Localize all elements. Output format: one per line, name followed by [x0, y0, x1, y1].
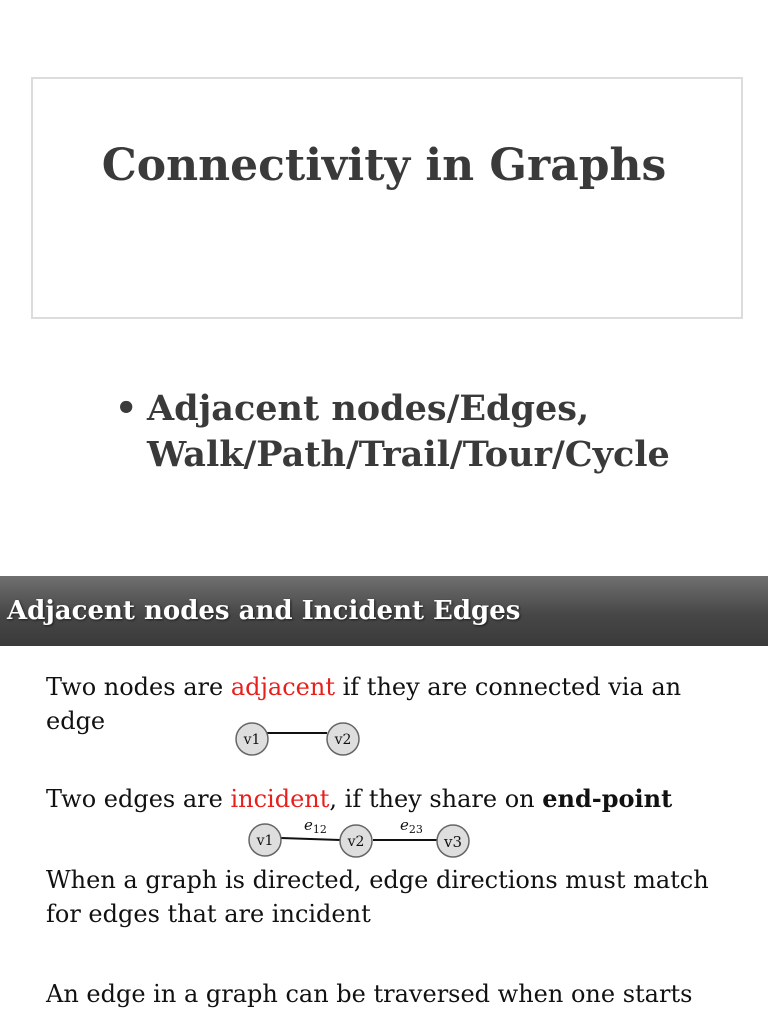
node-v2 [340, 825, 372, 857]
node-label-v2: v2 [347, 834, 365, 850]
slide-header-title: Adjacent nodes and Incident Edges [7, 596, 521, 626]
node-v1 [236, 723, 268, 755]
edge-e12 [281, 838, 340, 840]
term-end-point: end-point [542, 784, 673, 813]
node-v2 [327, 723, 359, 755]
term-incident: incident [230, 785, 330, 813]
node-v1 [249, 824, 281, 856]
p1-text-post: if they are connected via an edge [46, 673, 682, 735]
title-frame [31, 77, 743, 319]
incident-graph [249, 816, 469, 857]
node-label-v1: v1 [256, 833, 274, 849]
bullet-item [115, 386, 745, 478]
directed-note: When a graph is directed, edge directions must match for edges that are incident [46, 866, 709, 928]
slide-title: Connectivity in Graphs [101, 140, 667, 191]
node-label-v1: v1 [243, 732, 261, 748]
adjacent-graph [236, 723, 359, 755]
node-label-v3: v3 [443, 833, 463, 851]
p2-text-mid: , if they share on [329, 785, 543, 813]
p1-text-pre: Two nodes are [46, 673, 231, 701]
term-adjacent: adjacent [230, 673, 335, 701]
edge-label-e23: $e_{23}$ [400, 816, 423, 836]
incident-definition [46, 782, 736, 816]
content-slide [0, 576, 768, 1024]
traversal-text: An edge in a graph can be traversed when one starts [46, 980, 693, 1008]
edge-label-e12: $e_{12}$ [304, 816, 327, 836]
bullet-symbol: • [115, 388, 138, 429]
bullet-line-2: Walk/Path/Trail/Tour/Cycle [147, 434, 670, 475]
bullet-line-1: Adjacent nodes/Edges, [147, 388, 590, 429]
node-label-v2: v2 [334, 732, 352, 748]
p2-text-pre: Two edges are [46, 785, 231, 813]
node-v3 [437, 825, 469, 857]
